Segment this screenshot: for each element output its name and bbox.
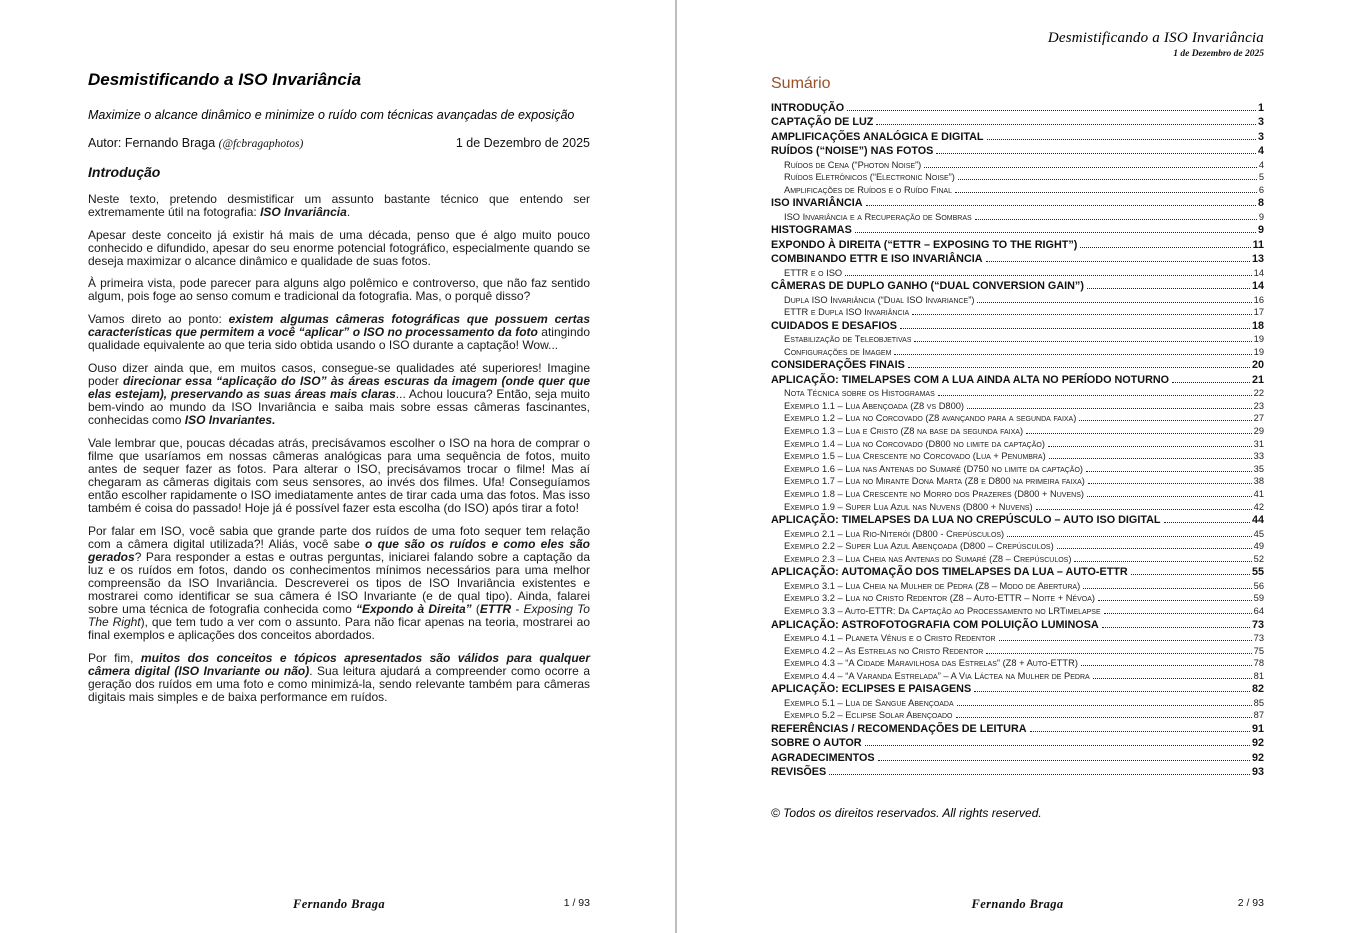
toc-entry[interactable]	[771, 722, 1264, 736]
toc-entry-label: ETTR e o ISO	[784, 267, 843, 278]
author-label: Autor: Fernando Braga	[88, 136, 219, 150]
toc-entry-label: Ruídos de Cena (“Photon Noise”)	[784, 159, 922, 170]
toc-dot-leader	[1086, 471, 1252, 472]
toc-entry[interactable]	[771, 751, 1264, 765]
toc-page-number: 55	[1251, 566, 1264, 579]
toc-dot-leader	[974, 691, 1250, 692]
toc-dot-leader	[1093, 678, 1252, 679]
table-of-contents	[771, 101, 1264, 780]
toc-entry-label: COMBINANDO ETTR E ISO INVARIÂNCIA	[771, 253, 983, 266]
toc-page-number: 81	[1253, 670, 1264, 681]
text-run: atingindo qualidade equivalente ao que teria sido obtida usando o ISO durante a captação! Wow...	[88, 325, 590, 353]
text-run: o que são os ruídos e como eles são gerados	[88, 536, 590, 564]
toc-page-number: 6	[1258, 184, 1264, 195]
toc-dot-leader	[1102, 627, 1250, 628]
toc-entry-label: INTRODUÇÃO	[771, 102, 845, 114]
toc-entry[interactable]	[771, 294, 1264, 307]
body-paragraphs	[88, 193, 590, 704]
toc-page-number: 45	[1253, 528, 1264, 539]
toc-page-number: 75	[1253, 645, 1264, 656]
toc-entry-label: Exemplo 1.1 – Lua Abençoada (Z8 vs D800)	[784, 400, 965, 411]
paragraph	[88, 313, 590, 352]
toc-dot-leader	[876, 124, 1256, 125]
toc-entry-label: APLICAÇÃO: AUTOMAÇÃO DOS TIMELAPSES DA LUA – AUTO-ETTR	[771, 566, 1128, 579]
toc-entry-label: Dupla ISO Invariância (“Dual ISO Invariance”)	[784, 294, 975, 305]
toc-entry-label: CONSIDERAÇÕES FINAIS	[771, 359, 905, 372]
text-run: Por falar em ISO, você sabia que grande parte dos ruídos de uma foto sequer tem relação com a câmera digital utilizada?! Aliás, você sabe	[88, 523, 590, 551]
page-1-content	[0, 0, 675, 704]
toc-entry[interactable]	[771, 184, 1264, 197]
text-run: À primeira vista, pode parecer para alguns algo polêmico e controverso, que não faz sentido algum, pois foge ao senso comum e tradicional da fotografia. Mas, o porquê disso?	[88, 276, 590, 304]
toc-entry-label: APLICAÇÃO: TIMELAPSES DA LUA NO CREPÚSCULO – AUTO ISO DIGITAL	[771, 514, 1161, 527]
footer-author: Fernando Braga	[971, 897, 1064, 911]
toc-entry[interactable]	[771, 373, 1264, 387]
toc-entry-label: Exemplo 2.2 – Super Lua Azul Abençoada (D800 – Crepúsculos)	[784, 541, 1054, 552]
toc-dot-leader	[975, 219, 1257, 220]
document-date: 1 de Dezembro de 2025	[455, 136, 590, 150]
toc-page-number: 42	[1253, 501, 1264, 512]
text-run: Neste texto, pretendo desmistificar um assunto bastante técnico que entendo ser extremamente útil na fotografia:	[88, 192, 590, 220]
toc-page-number: 1	[1257, 102, 1264, 114]
toc-page-number: 29	[1253, 426, 1264, 436]
toc-entry[interactable]	[771, 223, 1264, 237]
toc-dot-leader	[956, 717, 1252, 718]
author-name	[88, 136, 303, 150]
toc-dot-leader	[1080, 247, 1250, 248]
toc-entry[interactable]	[771, 279, 1264, 293]
toc-entry-label: RUÍDOS (“NOISE”) NAS FOTOS	[771, 145, 934, 158]
toc-entry-label: Exemplo 1.7 – Lua no Mirante Dona Marta (Z8 e D800 na primeira faixa)	[784, 476, 1085, 487]
toc-entry-label: Configurações de Imagem	[784, 346, 892, 357]
toc-entry-label: Exemplo 1.5 – Lua Crescente no Corcovado (Lua + Penumbra)	[784, 451, 1046, 462]
toc-entry-label: Exemplo 3.2 – Lua no Cristo Redentor (Z8 – Auto-ETTR – Noite + Névoa)	[784, 593, 1095, 604]
toc-entry[interactable]	[771, 580, 1264, 593]
author-handle: (@fcbragaphotos)	[218, 138, 304, 150]
toc-page-number: 27	[1253, 413, 1264, 424]
toc-entry[interactable]	[771, 130, 1264, 144]
toc-entry[interactable]	[771, 645, 1264, 658]
toc-entry[interactable]	[771, 252, 1264, 266]
toc-entry[interactable]	[771, 358, 1264, 372]
text-run: ? Para responder a estas e outras perguntas, iniciarei falando sobre a captação da luz e os ruídos em fotos, dando os conhecimentos mínimos necessários para uma melhor compreensão da ISO Invariância. Descreverei os tipos de ISO Invariância existentes e mostrarei como identificar se sua câmera é ISO Invariante (e de qual tipo). Ainda, falarei sobre uma técnica de fotografia conhecida como	[88, 549, 590, 617]
toc-entry-label: Exemplo 1.4 – Lua no Corcovado (D800 no limite da captação)	[784, 438, 1045, 449]
toc-entry-label: Exemplo 5.1 – Lua de Sangue Abençoada	[784, 697, 954, 708]
toc-entry-label: CÂMERAS DE DUPLO GANHO (“DUAL CONVERSION GAIN”)	[771, 280, 1084, 293]
toc-page-number: 8	[1257, 197, 1264, 210]
toc-entry[interactable]	[771, 488, 1264, 501]
toc-dot-leader	[1164, 522, 1250, 523]
toc-entry[interactable]	[771, 319, 1264, 333]
toc-entry-label: Amplificações de Ruídos e o Ruído Final	[784, 184, 952, 195]
toc-entry-label: APLICAÇÃO: TIMELAPSES COM A LUA AINDA ALTA NO PERÍODO NOTURNO	[771, 373, 1170, 386]
page-number: 2 / 93	[1237, 897, 1264, 909]
toc-page-number: 3	[1257, 116, 1264, 129]
toc-entry[interactable]	[771, 400, 1264, 413]
toc-dot-leader	[1030, 731, 1250, 732]
paragraph	[88, 525, 590, 643]
toc-page-number: 4	[1257, 145, 1264, 158]
toc-entry-label: APLICAÇÃO: ASTROFOTOGRAFIA COM POLUIÇÃO LUMINOSA	[771, 618, 1099, 631]
toc-page-number: 41	[1253, 488, 1264, 499]
toc-page-number: 13	[1251, 253, 1264, 266]
toc-dot-leader	[912, 314, 1252, 315]
text-run: (	[471, 602, 480, 617]
toc-entry-label: EXPONDO À DIREITA (“ETTR – EXPOSING TO THE RIGHT”)	[771, 238, 1078, 251]
toc-entry-label: ISO Invariância e a Recuperação de Sombras	[784, 211, 972, 222]
toc-dot-leader	[894, 354, 1251, 355]
page-2	[677, 0, 1352, 933]
toc-dot-leader	[1098, 600, 1252, 601]
text-run: . Sua leitura ajudará a compreender como ocorre a geração dos ruídos em uma foto e como minimizá-la, sendo relevante também para câmeras digitais mais simples e de baixa performance em ruídos.	[88, 663, 590, 705]
toc-entry-label: Nota Técnica sobre os Histogramas	[784, 388, 935, 399]
toc-dot-leader	[1087, 496, 1252, 497]
toc-page-number: 38	[1253, 476, 1264, 487]
toc-entry-label: CUIDADOS E DESAFIOS	[771, 319, 897, 332]
toc-page-number: 92	[1251, 751, 1264, 764]
toc-entry-label: HISTOGRAMAS	[771, 224, 852, 237]
toc-entry[interactable]	[771, 605, 1264, 618]
header-title: Desmistificando a ISO Invariância	[1047, 30, 1264, 46]
toc-entry-label: Exemplo 3.3 – Auto-ETTR: Da Captação ao Processamento no LRTimelapse	[784, 605, 1101, 616]
toc-page-number: 22	[1253, 388, 1264, 399]
toc-entry-label: Exemplo 1.6 – Lua nas Antenas do Sumaré (D750 no limite da captação)	[784, 463, 1084, 474]
toc-page-number: 5	[1258, 172, 1264, 183]
toc-page-number: 3	[1257, 130, 1264, 143]
toc-page-number: 73	[1251, 618, 1264, 631]
toc-dot-leader	[829, 774, 1250, 775]
toc-page-number: 59	[1253, 593, 1264, 604]
toc-page-number: 21	[1251, 373, 1264, 386]
text-run: muitos dos conceitos e tópicos apresentados são válidos para qualquer câmera digital (ISO Invariante ou não)	[88, 650, 591, 678]
toc-page-number: 23	[1253, 400, 1264, 411]
toc-dot-leader	[936, 153, 1256, 154]
toc-dot-leader	[967, 408, 1252, 409]
paragraph	[88, 362, 590, 427]
toc-page-number: 11	[1252, 238, 1264, 251]
copyright-notice: © Todos os direitos reservados. All rights reserved.	[771, 805, 1042, 820]
toc-entry[interactable]	[771, 306, 1264, 319]
toc-entry[interactable]	[771, 333, 1264, 346]
toc-entry-label: REFERÊNCIAS / RECOMENDAÇÕES DE LEITURA	[771, 722, 1027, 735]
header-date: 1 de Dezembro de 2025	[1173, 49, 1264, 59]
text-run: Vamos direto ao ponto:	[88, 312, 229, 327]
toc-entry[interactable]	[771, 196, 1264, 210]
toc-entry-label: Exemplo 2.1 – Lua Rio-Niterói (D800 - Crepúsculos)	[784, 528, 1005, 539]
toc-entry-label: Exemplo 2.3 – Lua Cheia nas Antenas do Sumaré (Z8 – Crepúsculos)	[784, 553, 1072, 564]
toc-entry-label: AMPLIFICAÇÕES ANALÓGICA E DIGITAL	[771, 130, 984, 143]
text-run: Exposing To The Right	[88, 602, 590, 630]
toc-heading: Sumário	[771, 75, 831, 92]
toc-entry[interactable]	[771, 101, 1264, 115]
toc-entry-label: Estabilização de Teleobjetivas	[784, 334, 912, 345]
toc-page-number: 85	[1253, 697, 1264, 708]
toc-entry-label: Exemplo 3.1 – Lua Cheia na Mulher de Pedra (Z8 – Modo de Abertura)	[784, 580, 1081, 591]
text-run: ISO Invariantes.	[184, 413, 276, 428]
text-run: Vale lembrar que, poucas décadas atrás, precisávamos escolher o ISO na hora de comprar o filme que usaríamos em nossas câmeras analógicas para uma sequência de fotos, muito antes de sequer fazer as fotos. Para alterar o ISO, precisávamos trocar o filme! Mas aí chegaram as câmeras digitais com seus sensores, ao invés dos filmes. Ufa! Conseguíamos então escolher rapidamente o ISO imediatamente antes de tirar cada uma das fotos. Mas isso também é coisa do passado! Hoje já é possível fazer esta escolha (do ISO) após tirar a foto!	[88, 435, 590, 516]
toc-entry-label: Exemplo 5.2 – Eclipse Solar Abençoado	[784, 710, 953, 721]
toc-entry-label: Exemplo 4.2 – As Estrelas no Cristo Redentor	[784, 645, 984, 656]
text-run: Por fim,	[88, 650, 141, 665]
toc-entry-label: Exemplo 4.3 – “A Cidade Maravilhosa das Estrelas” (Z8 + Auto-ETTR)	[784, 658, 1078, 669]
toc-page-number: 87	[1253, 710, 1264, 721]
toc-entry-label: ETTR e Dupla ISO Invariância	[784, 307, 910, 318]
toc-entry[interactable]	[771, 412, 1264, 425]
page-2-content	[677, 0, 1352, 820]
toc-dot-leader	[1131, 574, 1250, 575]
toc-dot-leader	[878, 760, 1250, 761]
toc-entry[interactable]	[771, 475, 1264, 488]
toc-page-number: 78	[1253, 658, 1264, 669]
toc-dot-leader	[986, 653, 1251, 654]
toc-dot-leader	[1104, 613, 1252, 614]
toc-entry[interactable]	[771, 211, 1264, 224]
toc-page-number: 16	[1253, 294, 1264, 305]
toc-dot-leader	[955, 192, 1257, 193]
toc-page-number: 64	[1253, 605, 1264, 616]
text-run: direcionar essa “aplicação do ISO” às áreas escuras da imagem (onde quer que elas estejam), preservando as suas áreas mais claras	[88, 373, 590, 401]
toc-entry[interactable]	[771, 540, 1264, 553]
toc-page-number: 52	[1253, 553, 1264, 564]
toc-dot-leader	[866, 205, 1256, 206]
toc-entry[interactable]	[771, 171, 1264, 184]
footer-author: Fernando Braga	[292, 897, 386, 911]
toc-entry[interactable]	[771, 144, 1264, 158]
toc-entry[interactable]	[771, 709, 1264, 722]
toc-page-number: 35	[1253, 463, 1264, 474]
paragraph	[88, 652, 590, 704]
toc-entry[interactable]	[771, 682, 1264, 696]
toc-entry[interactable]	[771, 592, 1264, 605]
toc-dot-leader	[958, 179, 1257, 180]
paragraph	[88, 193, 590, 219]
toc-entry-label: Exemplo 1.3 – Lua e Cristo (Z8 na base da segunda faixa)	[784, 426, 1024, 436]
page-number: 1 / 93	[563, 897, 590, 909]
toc-entry[interactable]	[771, 450, 1264, 463]
toc-entry[interactable]	[771, 238, 1264, 252]
text-run: ETTR	[479, 602, 512, 617]
toc-page-number: 56	[1253, 580, 1264, 591]
toc-entry[interactable]	[771, 438, 1264, 451]
text-run: “Expondo à Direita”	[356, 602, 472, 617]
toc-dot-leader	[1036, 509, 1252, 510]
toc-page-number: 73	[1253, 632, 1264, 643]
text-run: Apesar deste conceito já existir há mais de uma década, penso que é algo muito pouco conhecido e difundido, apesar do seu enorme potencial fotográfico, especialmente quando se deseja maximizar o alcance dinâmico e qualidade de suas fotos.	[88, 227, 590, 268]
paragraph	[88, 277, 590, 303]
toc-page-number: 91	[1251, 722, 1264, 735]
page-2-footer	[771, 895, 1264, 911]
toc-entry-label: Exemplo 1.8 – Lua Crescente no Morro dos Prazeres (D800 + Nuvens)	[784, 488, 1084, 499]
toc-dot-leader	[1026, 433, 1252, 434]
toc-dot-leader	[957, 705, 1252, 706]
text-run: Ouso dizer ainda que, em muitos casos, consegue-se qualidades até superiores! Imagine poder	[88, 360, 590, 388]
toc-page-number: 20	[1251, 359, 1264, 372]
toc-entry[interactable]	[771, 159, 1264, 172]
toc-dot-leader	[900, 328, 1250, 329]
text-run: .	[346, 205, 351, 220]
toc-entry[interactable]	[771, 670, 1264, 683]
toc-entry[interactable]	[771, 528, 1264, 541]
toc-entry-label: Exemplo 1.9 – Super Lua Azul nas Nuvens (D800 + Nuvens)	[784, 501, 1033, 512]
toc-page-number: 17	[1253, 307, 1264, 318]
toc-dot-leader	[865, 745, 1250, 746]
toc-entry-label: Exemplo 4.1 – Planeta Vênus e o Cristo Redentor	[784, 632, 996, 643]
toc-dot-leader	[987, 139, 1256, 140]
toc-entry[interactable]	[771, 501, 1264, 514]
toc-dot-leader	[1057, 548, 1252, 549]
toc-entry-label: AGRADECIMENTOS	[771, 751, 875, 764]
document-title: Desmistificando a ISO Invariância	[88, 70, 362, 89]
toc-dot-leader	[847, 110, 1256, 111]
toc-entry[interactable]	[771, 346, 1264, 359]
toc-dot-leader	[1074, 561, 1251, 562]
toc-entry[interactable]	[771, 565, 1264, 579]
toc-entry[interactable]	[771, 267, 1264, 280]
toc-dot-leader	[914, 341, 1251, 342]
toc-entry-label: APLICAÇÃO: ECLIPSES E PAISAGENS	[771, 683, 972, 696]
page-1-footer	[88, 895, 590, 911]
toc-entry-label: SOBRE O AUTOR	[771, 737, 862, 750]
toc-entry[interactable]	[771, 697, 1264, 710]
text-run: ), que tem tudo a ver com o assunto. Para não ficar apenas na teoria, mostrarei ao final exemplos e aplicações dos conceitos abordados.	[88, 615, 590, 643]
document-subtitle: Maximize o alcance dinâmico e minimize o ruído com técnicas avançadas de exposição	[88, 108, 575, 122]
toc-page-number: 14	[1253, 267, 1264, 278]
toc-dot-leader	[1079, 420, 1251, 421]
toc-dot-leader	[1088, 483, 1252, 484]
toc-page-number: 44	[1251, 514, 1264, 527]
toc-dot-leader	[977, 302, 1251, 303]
toc-page-number: 14	[1251, 280, 1264, 293]
toc-dot-leader	[855, 232, 1256, 233]
toc-entry-label: Exemplo 4.4 – “A Varanda Estrelada” – A Via Láctea na Mulher de Pedra	[784, 670, 1090, 681]
toc-entry[interactable]	[771, 736, 1264, 750]
toc-entry-label: REVISÕES	[771, 766, 827, 779]
toc-entry[interactable]	[771, 115, 1264, 129]
toc-dot-leader	[908, 367, 1250, 368]
toc-dot-leader	[1083, 588, 1251, 589]
running-header	[771, 30, 1264, 59]
paragraph	[88, 229, 590, 268]
page-1	[0, 0, 675, 933]
toc-entry[interactable]	[771, 553, 1264, 566]
toc-page-number: 9	[1257, 224, 1264, 237]
toc-page-number: 19	[1253, 334, 1264, 345]
text-run: ISO Invariância	[260, 205, 347, 220]
text-run: ... Achou loucura? Então, seja muito bem-vindo ao mundo da ISO Invariância e saiba mais sobre essas câmeras fascinantes, conhecidas como	[88, 386, 590, 428]
toc-page-number: 4	[1258, 159, 1264, 170]
text-run: existem algumas câmeras fotográficas que possuem certas características que permitem a você “aplicar” o ISO no processamento da foto	[88, 312, 590, 340]
toc-entry-label: Exemplo 1.2 – Lua no Corcovado (Z8 avançando para a segunda faixa)	[784, 413, 1077, 424]
toc-entry[interactable]	[771, 618, 1264, 632]
toc-dot-leader	[1087, 288, 1250, 289]
toc-entry[interactable]	[771, 765, 1264, 779]
toc-entry[interactable]	[771, 632, 1264, 645]
toc-dot-leader	[999, 640, 1252, 641]
toc-page-number: 92	[1251, 737, 1264, 750]
toc-dot-leader	[1048, 446, 1252, 447]
toc-dot-leader	[1172, 382, 1250, 383]
toc-page-number: 18	[1251, 319, 1264, 332]
toc-page-number: 33	[1253, 451, 1264, 462]
toc-dot-leader	[924, 167, 1257, 168]
toc-entry-label: Ruídos Eletrônicos (“Electronic Noise”)	[784, 172, 955, 183]
toc-page-number: 93	[1251, 766, 1264, 779]
toc-page-number: 31	[1253, 438, 1264, 449]
toc-dot-leader	[1007, 536, 1252, 537]
toc-dot-leader	[1081, 665, 1252, 666]
author-line	[88, 136, 590, 150]
toc-entry[interactable]	[771, 513, 1264, 527]
toc-page-number: 82	[1251, 683, 1264, 696]
toc-dot-leader	[986, 261, 1250, 262]
toc-page-number: 19	[1253, 346, 1264, 357]
toc-page-number: 9	[1258, 211, 1264, 222]
toc-entry[interactable]	[771, 425, 1264, 438]
section-heading-introducao: Introdução	[88, 164, 161, 180]
toc-entry[interactable]	[771, 387, 1264, 400]
toc-entry[interactable]	[771, 463, 1264, 476]
toc-dot-leader	[938, 395, 1252, 396]
toc-entry-label: ISO INVARIÂNCIA	[771, 197, 863, 210]
toc-entry[interactable]	[771, 657, 1264, 670]
toc-page-number: 49	[1253, 541, 1264, 552]
toc-dot-leader	[1049, 458, 1252, 459]
toc-dot-leader	[845, 275, 1252, 276]
text-run: -	[511, 602, 524, 617]
toc-entry-label: CAPTAÇÃO DE LUZ	[771, 116, 874, 129]
paragraph	[88, 437, 590, 515]
